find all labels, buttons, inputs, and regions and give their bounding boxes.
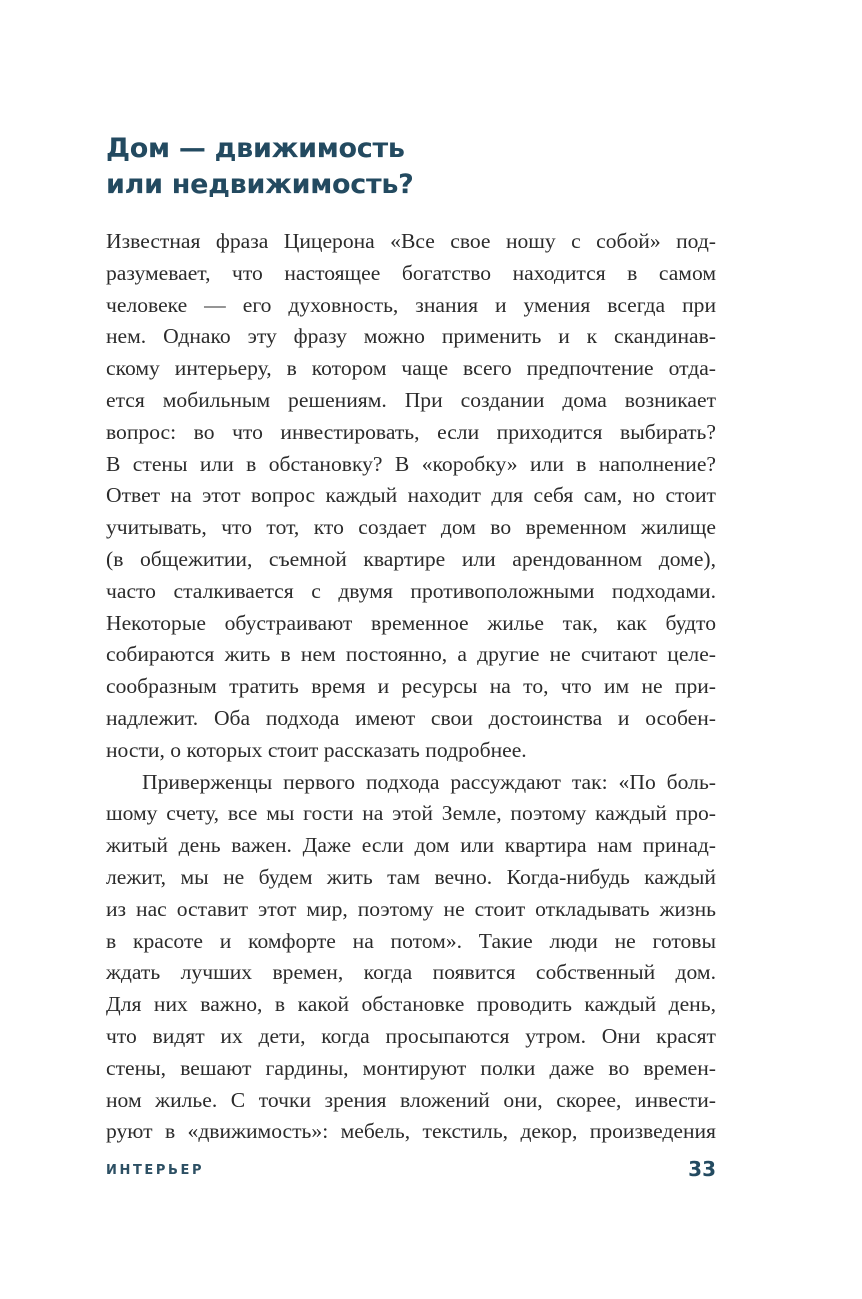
page-number: 33 xyxy=(688,1157,716,1181)
running-footer-section: ИНТЕРЬЕР xyxy=(106,1163,205,1178)
text-line: руют в «движимость»: мебель, текстиль, декор, произведения xyxy=(106,1119,716,1144)
text-line: человеке — его духовность, знания и умения всегда при xyxy=(106,292,716,317)
paragraph-2 xyxy=(106,767,716,1149)
text-line: разумевает, что настоящее богатство находится в самом xyxy=(106,260,716,285)
text-line: Известная фраза Цицерона «Все свое ношу с собой» под- xyxy=(106,229,716,253)
text-line: ности, о которых стоит рассказать подробнее. xyxy=(106,737,527,762)
text-line: Для них важно, в какой обстановке проводить каждый день, xyxy=(106,992,716,1017)
text-line: что видят их дети, когда просыпаются утром. Они красят xyxy=(106,1023,716,1048)
text-line: собираются жить в нем постоянно, а другие не считают целе- xyxy=(106,642,716,667)
text-line: лежит, мы не будем жить там вечно. Когда-нибудь каждый xyxy=(106,864,716,889)
text-line: житый день важен. Даже если дом или квартира нам принад- xyxy=(106,833,716,858)
text-line: стены, вешают гардины, монтируют полки даже во времен- xyxy=(106,1055,716,1080)
text-line: ется мобильным решениям. При создании дома возникает xyxy=(106,387,716,412)
paragraph-1 xyxy=(106,226,716,767)
text-line: нем. Однако эту фразу можно применить и к скандинав- xyxy=(106,324,716,349)
text-line: Приверженцы первого подхода рассуждают так: «По боль- xyxy=(142,769,716,794)
body-text xyxy=(106,226,716,1148)
text-line: Некоторые обустраивают временное жилье так, как будто xyxy=(106,610,716,635)
text-line: часто сталкивается с двумя противоположными подходами. xyxy=(106,578,716,603)
text-line: в красоте и комфорте на потом». Такие люди не готовы xyxy=(106,928,716,953)
text-line: шому счету, все мы гости на этой Земле, поэтому каждый про- xyxy=(106,801,716,826)
text-line: учитывать, что тот, кто создает дом во временном жилище xyxy=(106,515,716,540)
text-line: вопрос: во что инвестировать, если приходится выбирать? xyxy=(106,419,716,444)
text-line: скому интерьеру, в котором чаще всего предпочтение отда- xyxy=(106,356,716,381)
text-line: В стены или в обстановку? В «коробку» или в наполнение? xyxy=(106,451,716,476)
heading-line-2: или недвижимость? xyxy=(106,169,414,200)
text-line: ждать лучших времен, когда появится собственный дом. xyxy=(106,960,716,985)
text-line: сообразным тратить время и ресурсы на то, что им не при- xyxy=(106,674,716,699)
text-line: ном жилье. С точки зрения вложений они, скорее, инвести- xyxy=(106,1087,716,1112)
section-heading xyxy=(106,131,706,203)
text-line: из нас оставит этот мир, поэтому не стоит откладывать жизнь xyxy=(106,896,716,921)
text-line: надлежит. Оба подхода имеют свои достоинства и особен- xyxy=(106,705,716,730)
text-line: Ответ на этот вопрос каждый находит для себя сам, но стоит xyxy=(106,483,716,508)
heading-line-1: Дом — движимость xyxy=(106,133,405,164)
text-line: (в общежитии, съемной квартире или арендованном доме), xyxy=(106,546,716,571)
